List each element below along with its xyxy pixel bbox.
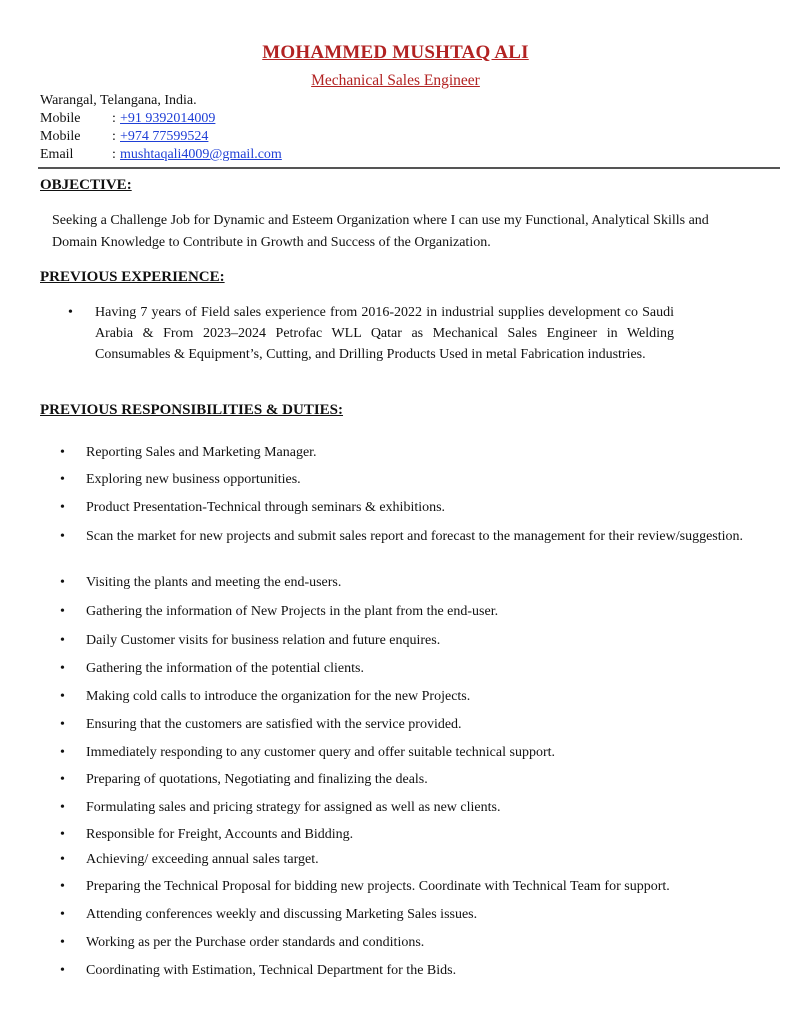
list-item xyxy=(60,906,760,924)
duty-text: Product Presentation-Technical through seminars & exhibitions. xyxy=(86,500,446,515)
bullet-icon: • xyxy=(60,827,65,842)
experience-text: Having 7 years of Field sales experience from 2016-2022 in industrial supplies development co Saudi Arabia & From 2023–2024 Petrofac WLL Qatar as Mechanical Sales Engineer in Welding Consumables & Equipment’s, Cutting, and Drilling Products Used in metal Fabrication industries. xyxy=(95,305,674,362)
list-item xyxy=(60,444,760,462)
duty-text: Ensuring that the customers are satisfied with the service provided. xyxy=(86,717,462,732)
bullet-icon: • xyxy=(60,575,65,590)
duty-text: Immediately responding to any customer query and offer suitable technical support. xyxy=(86,745,555,760)
bullet-icon: • xyxy=(60,800,65,815)
bullet-icon: • xyxy=(60,529,65,544)
contact-label: Mobile xyxy=(40,129,81,144)
bullet-icon: • xyxy=(60,852,65,867)
bullet-icon: • xyxy=(60,907,65,922)
job-title: Mechanical Sales Engineer xyxy=(311,72,480,89)
duty-text: Attending conferences weekly and discussing Marketing Sales issues. xyxy=(86,907,478,922)
contact-row-mobile-1 xyxy=(40,110,282,128)
bullet-icon: • xyxy=(60,633,65,648)
list-item xyxy=(60,826,760,844)
bullet-icon: • xyxy=(60,879,65,894)
bullet-icon: • xyxy=(60,745,65,760)
duty-text: Achieving/ exceeding annual sales target. xyxy=(86,852,319,867)
experience-item xyxy=(68,302,674,365)
list-item xyxy=(60,688,760,706)
duty-text: Preparing the Technical Proposal for bidding new projects. Coordinate with Technical Team for support. xyxy=(86,879,670,894)
list-item xyxy=(60,528,760,546)
list-item xyxy=(60,471,760,489)
duty-text: Gathering the information of the potential clients. xyxy=(86,661,364,676)
bullet-icon: • xyxy=(60,717,65,732)
list-item xyxy=(60,603,760,621)
duty-text: Scan the market for new projects and submit sales report and forecast to the management for their review/suggestion. xyxy=(86,529,744,544)
duty-text: Gathering the information of New Projects in the plant from the end-user. xyxy=(86,604,499,619)
duty-text: Preparing of quotations, Negotiating and finalizing the deals. xyxy=(86,772,428,787)
list-item xyxy=(60,799,760,817)
bullet-icon: • xyxy=(60,963,65,978)
contact-separator: : xyxy=(112,129,116,144)
bullet-icon: • xyxy=(60,500,65,515)
bullet-icon: • xyxy=(68,305,73,320)
location-text: Warangal, Telangana, India. xyxy=(40,93,197,108)
list-item xyxy=(60,660,760,678)
contact-row-mobile-2 xyxy=(40,128,282,146)
list-item xyxy=(60,499,760,517)
email-link[interactable]: mushtaqali4009@gmail.com xyxy=(120,147,282,162)
experience-heading: PREVIOUS EXPERIENCE: xyxy=(40,269,225,285)
list-item xyxy=(60,851,760,869)
list-item xyxy=(60,716,760,734)
contact-row-email xyxy=(40,146,282,164)
candidate-name: MOHAMMED MUSHTAQ ALI xyxy=(262,42,529,63)
duty-text: Visiting the plants and meeting the end-users. xyxy=(86,575,342,590)
phone-link-india[interactable]: +91 9392014009 xyxy=(120,111,216,126)
contact-separator: : xyxy=(112,147,116,162)
bullet-icon: • xyxy=(60,604,65,619)
contact-separator: : xyxy=(112,111,116,126)
duty-text: Making cold calls to introduce the organization for the new Projects. xyxy=(86,689,471,704)
bullet-icon: • xyxy=(60,772,65,787)
bullet-icon: • xyxy=(60,689,65,704)
duty-text: Reporting Sales and Marketing Manager. xyxy=(86,445,317,460)
contact-label: Mobile xyxy=(40,111,81,126)
objective-text: Seeking a Challenge Job for Dynamic and Esteem Organization where I can use my Functional, Analytical Skills and Domain Knowledge to Contribute in Growth and Success of the Organization. xyxy=(52,213,709,250)
bullet-icon: • xyxy=(60,935,65,950)
objective-heading: OBJECTIVE: xyxy=(40,177,132,193)
list-item xyxy=(60,771,760,789)
duties-heading: PREVIOUS RESPONSIBILITIES & DUTIES: xyxy=(40,402,344,418)
duty-text: Working as per the Purchase order standards and conditions. xyxy=(86,935,425,950)
duty-text: Coordinating with Estimation, Technical Department for the Bids. xyxy=(86,963,457,978)
bullet-icon: • xyxy=(60,445,65,460)
duty-text: Exploring new business opportunities. xyxy=(86,472,301,487)
duty-text: Formulating sales and pricing strategy for assigned as well as new clients. xyxy=(86,800,501,815)
list-item xyxy=(60,632,760,650)
list-item xyxy=(60,574,760,592)
contact-block xyxy=(40,92,282,164)
header-divider xyxy=(38,167,780,169)
bullet-icon: • xyxy=(60,661,65,676)
list-item xyxy=(60,962,760,980)
phone-link-qatar[interactable]: +974 77599524 xyxy=(120,129,209,144)
bullet-icon: • xyxy=(60,472,65,487)
contact-label: Email xyxy=(40,147,74,162)
list-item xyxy=(60,934,760,952)
list-item xyxy=(60,878,760,896)
duty-text: Daily Customer visits for business relation and future enquires. xyxy=(86,633,441,648)
duty-text: Responsible for Freight, Accounts and Bidding. xyxy=(86,827,354,842)
list-item xyxy=(60,744,760,762)
